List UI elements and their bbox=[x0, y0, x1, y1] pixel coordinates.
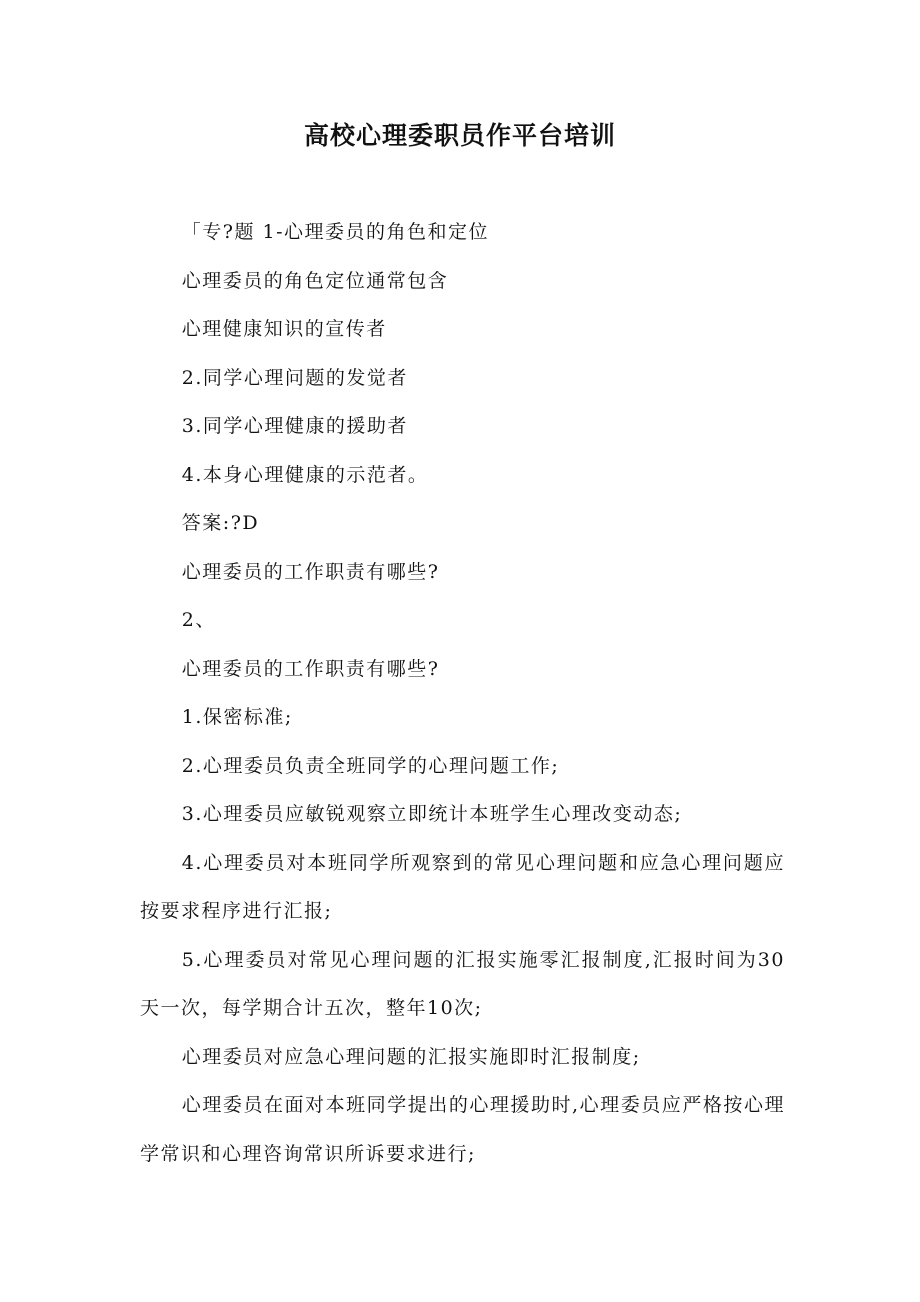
paragraph: 答案:?D bbox=[181, 512, 260, 534]
paragraph: 3.同学心理健康的援助者 bbox=[181, 415, 408, 437]
paragraph: 3.心理委员应敏锐观察立即统计本班学生心理改变动态; bbox=[181, 803, 683, 825]
paragraph: 2、 bbox=[181, 609, 216, 631]
paragraph: 4.本身心理健康的示范者。 bbox=[181, 463, 429, 486]
paragraph: 2.心理委员负责全班同学的心理问题工作; bbox=[181, 754, 560, 777]
paragraph: 4.心理委员对本班同学所观察到的常见心理问题和应急心理问题应按要求程序进行汇报; bbox=[140, 851, 785, 922]
paragraph: 2.同学心理问题的发觉者 bbox=[181, 366, 408, 389]
paragraph: 心理委员对应急心理问题的汇报实施即时汇报制度; bbox=[181, 1045, 641, 1068]
paragraph: 1.保密标准; bbox=[181, 706, 293, 728]
document-title: 高校心理委职员作平台培训 bbox=[303, 121, 616, 150]
paragraph: 心理委员的工作职责有哪些? bbox=[181, 657, 440, 680]
paragraph: 心理委员的工作职责有哪些? bbox=[181, 560, 440, 583]
paragraph: 心理委员在面对本班同学提出的心理援助时,心理委员应严格按心理学常识和心理咨询常识所诉要求进行; bbox=[140, 1094, 785, 1165]
paragraph: 「专?题 1-心理委员的角色和定位 bbox=[181, 221, 490, 243]
paragraph: 心理健康知识的宣传者 bbox=[181, 318, 387, 340]
paragraph: 5.心理委员对常见心理问题的汇报实施零汇报制度,汇报时间为30天一次，每学期合计五次，整年10次; bbox=[140, 948, 785, 1019]
document-body bbox=[140, 208, 785, 1178]
paragraph: 心理委员的角色定位通常包含 bbox=[181, 269, 449, 292]
